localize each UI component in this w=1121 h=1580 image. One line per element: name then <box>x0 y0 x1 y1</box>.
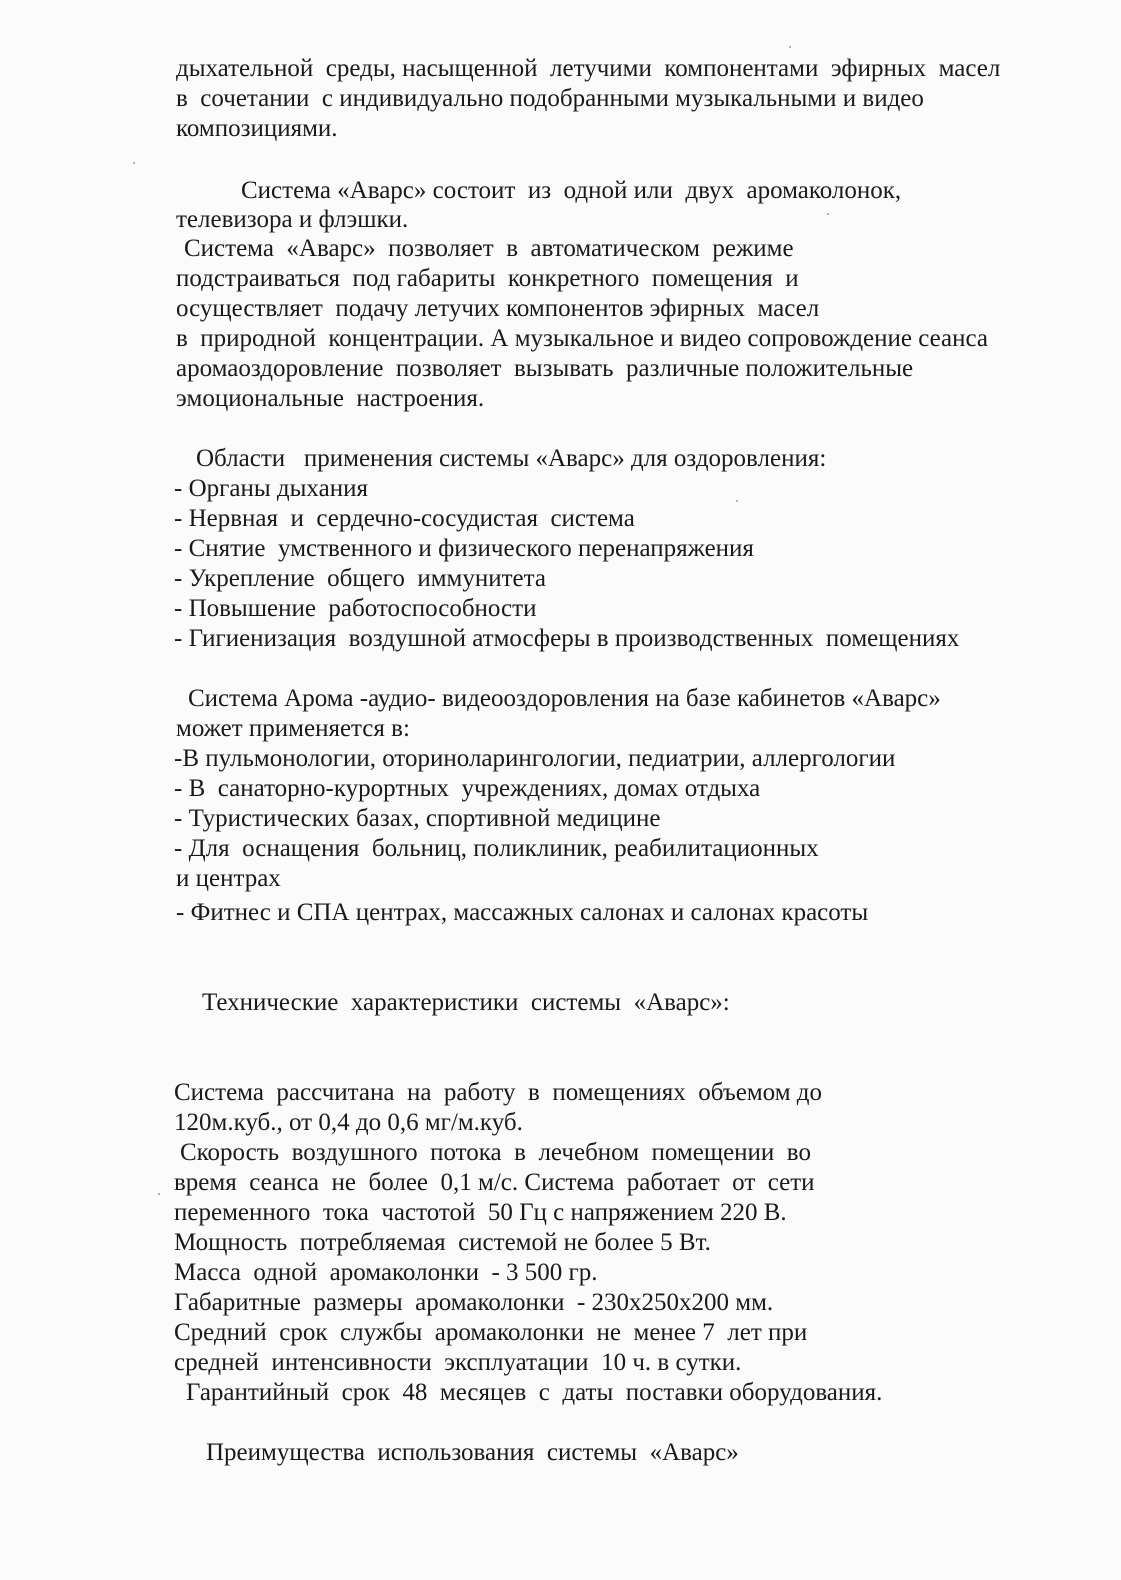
usage-heading-line-1: Система Арома -аудио- видеооздоровления на базе кабинетов «Аварс» <box>188 685 941 712</box>
tech-heading: Технические характеристики системы «Аварс»: <box>202 989 730 1016</box>
areas-item: - Повышение работоспособности <box>174 595 537 622</box>
usage-item: - Туристических базах, спортивной медицине <box>174 805 661 832</box>
scan-speck <box>133 162 135 164</box>
system-line-2: телевизора и флэшки. <box>176 206 409 233</box>
scan-speck <box>827 213 829 215</box>
scan-speck <box>736 500 738 502</box>
tech-line-4: время сеанса не более 0,1 м/с. Система работает от сети <box>174 1169 815 1196</box>
system-line-3: Система «Аварс» позволяет в автоматическом режиме <box>184 235 794 262</box>
usage-item: -В пульмонологии, оториноларингологии, педиатрии, аллергологии <box>174 745 896 772</box>
areas-item: - Снятие умственного и физического перенапряжения <box>174 535 754 562</box>
usage-item: и центрах <box>176 865 281 892</box>
scan-speck <box>158 1193 160 1195</box>
scan-speck <box>789 46 791 48</box>
tech-line-7: Масса одной аромаколонки - 3 500 гр. <box>174 1259 598 1286</box>
advantages-heading: Преимущества использования системы «Аварс» <box>206 1439 739 1466</box>
system-line-6: в природной концентрации. А музыкальное и видео сопровождение сеанса <box>176 325 989 352</box>
system-line-8: эмоциональные настроения. <box>176 385 485 412</box>
usage-item: - Фитнес и СПА центрах, массажных салонах и салонах красоты <box>176 899 869 926</box>
tech-line-5: переменного тока частотой 50 Гц с напряжением 220 В. <box>174 1199 787 1226</box>
tech-line-9: Средний срок службы аромаколонки не менее 7 лет при <box>174 1319 808 1346</box>
tech-line-3: Скорость воздушного потока в лечебном помещении во <box>180 1139 811 1166</box>
system-line-4: подстраиваться под габариты конкретного помещения и <box>176 265 799 292</box>
system-line-7: аромаоздоровление позволяет вызывать различные положительные <box>176 355 914 382</box>
tech-line-1: Система рассчитана на работу в помещениях объемом до <box>174 1079 822 1106</box>
tech-line-8: Габаритные размеры аромаколонки - 230х250х200 мм. <box>174 1289 774 1316</box>
tech-line-2: 120м.куб., от 0,4 до 0,6 мг/м.куб. <box>174 1109 523 1136</box>
tech-line-10: средней интенсивности эксплуатации 10 ч. в сутки. <box>174 1349 742 1376</box>
areas-heading: Области применения системы «Аварс» для оздоровления: <box>196 445 827 472</box>
usage-item: - Для оснащения больниц, поликлиник, реабилитационных <box>174 835 819 862</box>
intro-line-1: дыхательной среды, насыщенной летучими компонентами эфирных масел <box>176 55 1001 82</box>
intro-line-3: композициями. <box>176 115 338 142</box>
areas-item: - Гигиенизация воздушной атмосферы в производственных помещениях <box>174 625 960 652</box>
tech-line-11: Гарантийный срок 48 месяцев с даты поставки оборудования. <box>186 1379 883 1406</box>
areas-item: - Нервная и сердечно-сосудистая система <box>174 505 635 532</box>
intro-line-2: в сочетании с индивидуально подобранными музыкальными и видео <box>176 85 924 112</box>
system-line-5: осуществляет подачу летучих компонентов эфирных масел <box>176 295 820 322</box>
usage-item: - В санаторно-курортных учреждениях, домах отдыха <box>174 775 761 802</box>
usage-heading-line-2: может применяется в: <box>176 715 410 742</box>
tech-line-6: Мощность потребляемая системой не более 5 Вт. <box>174 1229 711 1256</box>
system-line-1: Система «Аварс» состоит из одной или двух аромаколонок, <box>241 177 902 204</box>
areas-item: - Органы дыхания <box>174 475 368 502</box>
areas-item: - Укрепление общего иммунитета <box>174 565 546 592</box>
